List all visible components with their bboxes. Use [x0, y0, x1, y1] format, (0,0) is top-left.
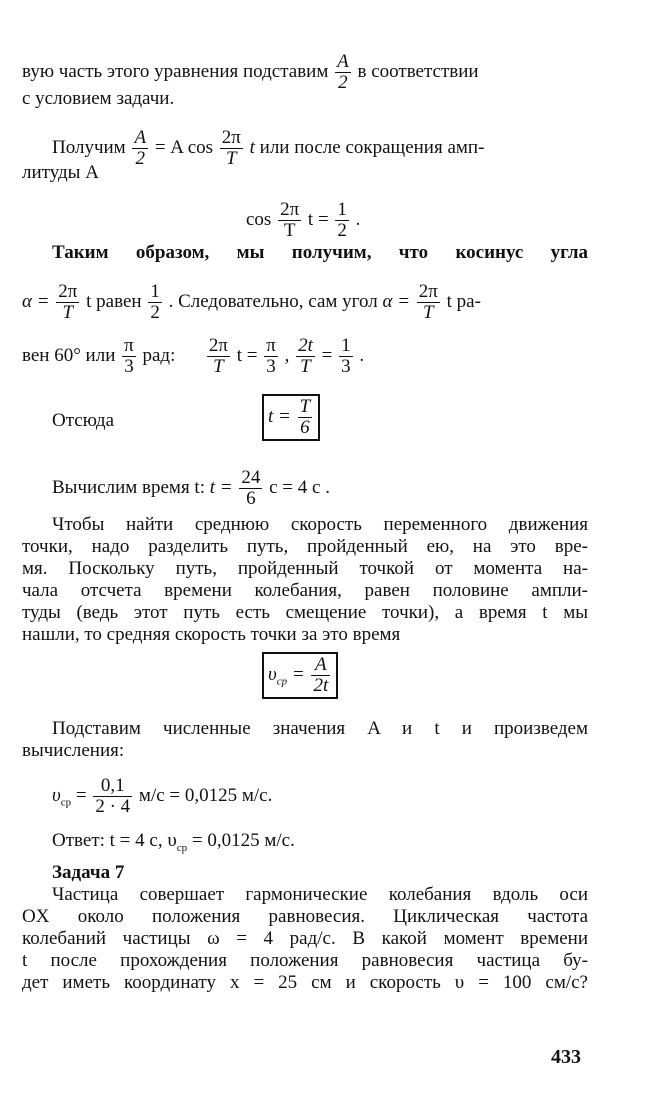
fraction: $\frac{0,1}{2 \cdot 4}$ — [95, 775, 131, 817]
page-number: 433 — [551, 1046, 581, 1068]
para3-line: Частица совершает гармонические колебания вдоль оси — [52, 884, 588, 905]
para1-line: нашли, то средняя скорость точки за это время — [22, 624, 401, 645]
line-3: Получим $\frac{A}{2}$ = A cos $\frac{2\pi}{T}$ t или после сокращения амп- — [52, 127, 485, 169]
fraction: $\frac{\pi}{3}$ — [124, 335, 134, 377]
para1-line: Чтобы найти среднюю скорость переменного движения — [52, 514, 588, 535]
para1-line: мя. Поскольку путь, пройденный точкой от момента на- — [22, 558, 588, 579]
para3-line: OX около положения равновесия. Циклическая частота — [22, 906, 588, 927]
fraction: $\frac{2\pi}{T}$ — [280, 199, 300, 241]
fraction: $\frac{1}{2}$ — [337, 199, 347, 241]
boxed-formula-v: $\upsilon_{ср}$ = $\frac{A}{2t}$ — [262, 652, 338, 699]
boxed-formula-t: t = $\frac{T}{6}$ — [262, 394, 320, 441]
equation-cos: cos $\frac{2\pi}{T}$ t = $\frac{1}{2}$ . — [246, 199, 361, 241]
calculation: $\upsilon_{ср}$ = $\frac{0,1}{2 \cdot 4}$ м/с = 0,0125 м/с. — [52, 775, 273, 817]
fraction: $\frac{A}{2}$ — [134, 127, 147, 169]
fraction: $\frac{2t}{T}$ — [298, 335, 313, 377]
line-6: Таким образом, мы получим, что косинус угла — [52, 242, 588, 263]
para1-line: чала отсчета времени колебания, равен половине ампли- — [22, 580, 588, 601]
line-9-label: Отсюда — [52, 410, 115, 431]
para2-line: вычисления: — [22, 740, 125, 761]
fraction: $\frac{\pi}{3}$ — [266, 335, 276, 377]
fraction: $\frac{2\pi}{T}$ — [58, 281, 78, 323]
line-8: вен 60° или $\frac{\pi}{3}$ рад: $\frac{2\pi}{T}$ t = $\frac{\pi}{3}$ , $\frac{2t}{T}$ = $\frac{1}{3}$ . — [22, 335, 365, 377]
text: вую часть этого уравнения подставим — [22, 60, 329, 82]
fraction-a-over-2: $\frac{A}{2}$ — [337, 51, 349, 93]
line-2: с условием задачи. — [22, 88, 175, 109]
fraction: $\frac{2\pi}{T}$ — [221, 127, 241, 169]
fraction: $\frac{1}{2}$ — [150, 281, 160, 323]
task-title: Задача 7 — [52, 862, 125, 883]
fraction: $\frac{1}{3}$ — [341, 335, 351, 377]
para1-line: точки, надо разделить путь, пройденный ею, на это вре- — [22, 536, 588, 557]
para3-line: t после прохождения положения равновесия частица бу- — [22, 950, 588, 971]
para3-line: дет иметь координату x = 25 см и скорость υ = 100 см/с? — [22, 972, 588, 993]
line-7: α = $\frac{2\pi}{T}$ t равен $\frac{1}{2}$ . Следовательно, сам угол α = $\frac{2\pi}{T}$ t ра- — [22, 281, 481, 323]
para3-line: колебаний частицы ω = 4 рад/с. В какой момент времени — [22, 928, 588, 949]
answer: Ответ: t = 4 с, $\upsilon_{ср} = 0,0125$ м/с. — [52, 830, 295, 854]
para1-line: туды (ведь этот путь есть смещение точки), а время t мы — [22, 602, 588, 623]
fraction: $\frac{2\pi}{T}$ — [208, 335, 228, 377]
fraction: $\frac{24}{6}$ — [241, 467, 261, 509]
line-10: Вычислим время t: t = $\frac{24}{6}$ с = 4 с . — [52, 467, 330, 509]
para2-line: Подставим численные значения A и t и произведем — [52, 718, 588, 739]
line-4: литуды A — [22, 162, 99, 183]
fraction: $\frac{T}{6}$ — [299, 396, 311, 438]
text: в соответствии — [357, 60, 479, 82]
fraction: $\frac{A}{2t}$ — [313, 654, 329, 696]
fraction: $\frac{2\pi}{T}$ — [418, 281, 438, 323]
line-1 — [22, 52, 479, 93]
